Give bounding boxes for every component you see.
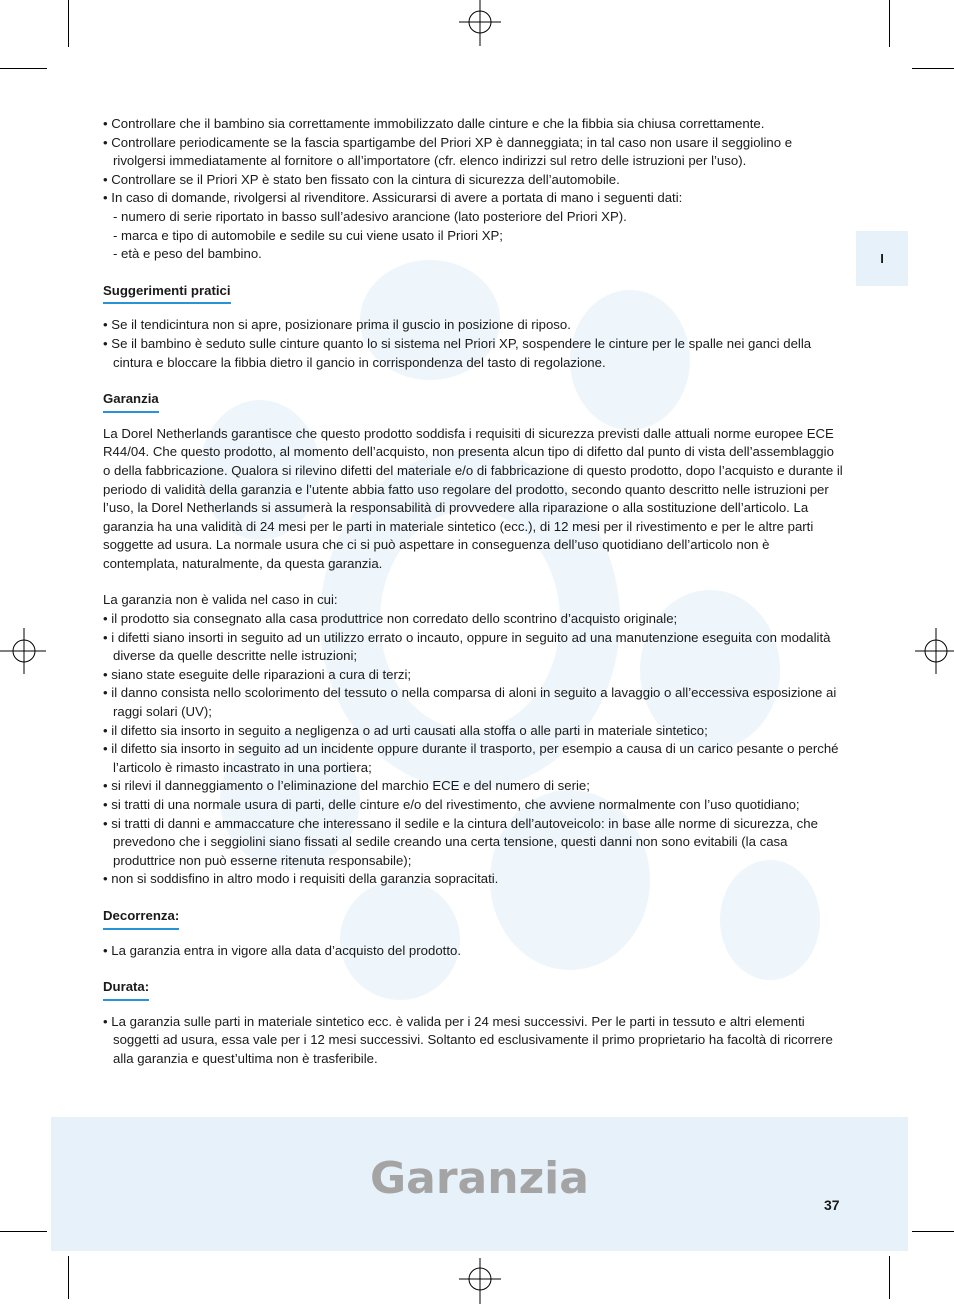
crop-mark <box>912 1231 954 1232</box>
crop-mark <box>912 68 954 69</box>
list-item: • si rilevi il danneggiamento o l’eliminazione del marchio ECE e del numero di serie; <box>103 778 590 794</box>
registration-mark-icon <box>455 1254 505 1304</box>
crop-mark <box>889 0 890 47</box>
list-item: • i difetti siano insorti in seguito ad un utilizzo errato o incauto, oppure in seguito ad una manutenzione eseguita con modalità diverse da quelle descritte nelle istruzioni; <box>103 629 831 664</box>
section-heading-duration: Durata: <box>103 978 149 1001</box>
crop-mark <box>0 68 47 69</box>
list-item: • In caso di domande, rivolgersi al rivenditore. Assicurarsi di avere a portata di mano i seguenti dati: <box>103 190 683 206</box>
list-item: • si tratti di una normale usura di parti, delle cinture e/o del rivestimento, che avviene normalmente con l’uso quotidiano; <box>103 797 800 812</box>
document-body <box>103 115 843 1069</box>
registration-mark-icon <box>911 626 954 676</box>
language-tab: I <box>856 231 908 286</box>
not-valid-intro: La garanzia non è valida nel caso in cui: <box>103 592 338 608</box>
page-number: 37 <box>824 1197 840 1213</box>
list-item: • Controllare periodicamente se la fascia spartigambe del Priori XP è danneggiata; in tal caso non usare il seggiolino e rivolgersi immediatamente al fornitore o all’importatore (cfr. elenco indirizzi sul retro delle istruzioni per l’uso). <box>103 134 793 169</box>
list-item: • si tratti di danni e ammaccature che interessano il sedile e la cintura dell’autoveicolo: in base alle norme di sicurezza, che prevedono che i seggiolini siano fissati al sedile creando una certa tensione, questi danni non sono evitabili (la casa produttrice non può esserne ritenuta responsabile); <box>103 815 818 868</box>
list-item: • il prodotto sia consegnato alla casa produttrice non corredato dello scontrino d’acquisto originale; <box>103 611 678 627</box>
section-heading-start: Decorrenza: <box>103 907 179 930</box>
sub-list-item: - numero di serie riportato in basso sull’adesivo arancione (lato posteriore del Priori XP). <box>113 208 627 224</box>
list-item: • il danno consista nello scolorimento del tessuto o nella comparsa di aloni in seguito a lavaggio o all’eccessiva esposizione ai raggi solari (UV); <box>103 685 837 720</box>
list-item: • La garanzia sulle parti in materiale sintetico ecc. è valida per i 24 mesi successivi. Per le parti in tessuto e altri elementi soggetti ad usura, essa vale per i 12 mesi successivi. Soltanto ed esclusivamente il primo proprietario ha facoltà di ricorrere alla garanzia e quest’ultima non è trasferibile. <box>103 1013 833 1066</box>
footer-band <box>51 1117 908 1251</box>
list-item: • Controllare se il Priori XP è stato ben fissato con la cintura di sicurezza dell’automobile. <box>103 171 620 187</box>
crop-mark <box>0 1231 47 1232</box>
list-item: • Se il bambino è seduto sulle cinture quanto lo si sistema nel Priori XP, sospendere le cinture per le spalle nei ganci della cintura e bloccare la fibbia dietro il gancio in corrispondenza del tasto di regolazione. <box>103 335 812 370</box>
crop-mark <box>889 1256 890 1299</box>
warranty-paragraph: La Dorel Netherlands garantisce che questo prodotto soddisfa i requisiti di sicurezza previsti dalle attuali norme europee ECE R44/04. Che questo prodotto, al momento dell’acquisto, non presenta alcun tipo di difetto dal punto di vista dell’assemblaggio o della fabbricazione. Qualora si rilevino difetti del materiale e/o di fabbricazione di questo prodotto, dopo l’acquisto e durante il periodo di validità della garanzia e l’utente abbia fatto uso regolare del prodotto, secondo quanto descritto nelle istruzioni per l’uso, la Dorel Netherlands si assumerà la responsabilità di provvedere alla riparazione o alla sostituzione dell’articolo. La garanzia ha una validità di 24 mesi per le parti in materiale sintetico (ecc.), di 12 mesi per il rivestimento e per le altre parti soggette ad usura. La normale usura che ci si può aspettare in conseguenza dell’uso quotidiano dell’articolo non è contemplata, naturalmente, da questa garanzia. <box>103 425 843 571</box>
list-item: • non si soddisfino in altro modo i requisiti della garanzia sopracitati. <box>103 871 499 887</box>
sub-list-item: - marca e tipo di automobile e sedile su cui viene usato il Priori XP; <box>113 227 503 243</box>
list-item: • Controllare che il bambino sia correttamente immobilizzato dalle cinture e che la fibbia sia chiusa correttamente. <box>103 116 765 131</box>
list-item: • siano state eseguite delle riparazioni a cura di terzi; <box>103 666 412 682</box>
crop-mark <box>68 1256 69 1299</box>
registration-mark-icon <box>0 626 50 676</box>
footer-title: Garanzia <box>370 1153 589 1204</box>
section-heading-tips: Suggerimenti pratici <box>103 282 231 305</box>
section-heading-warranty: Garanzia <box>103 390 159 413</box>
list-item: • Se il tendicintura non si apre, posizionare prima il guscio in posizione di riposo. <box>103 317 571 333</box>
list-item: • il difetto sia insorto in seguito ad un incidente oppure durante il trasporto, per esempio a causa di un carico pesante o perché l’articolo è rimasto incastrato in una portiera; <box>103 741 839 775</box>
list-item: • La garanzia entra in vigore alla data d’acquisto del prodotto. <box>103 942 461 958</box>
sub-list-item: - età e peso del bambino. <box>113 246 262 262</box>
list-item: • il difetto sia insorto in seguito a negligenza o ad urti causati alla stoffa o alle parti in materiale sintetico; <box>103 722 708 738</box>
registration-mark-icon <box>455 0 505 50</box>
crop-mark <box>68 0 69 47</box>
